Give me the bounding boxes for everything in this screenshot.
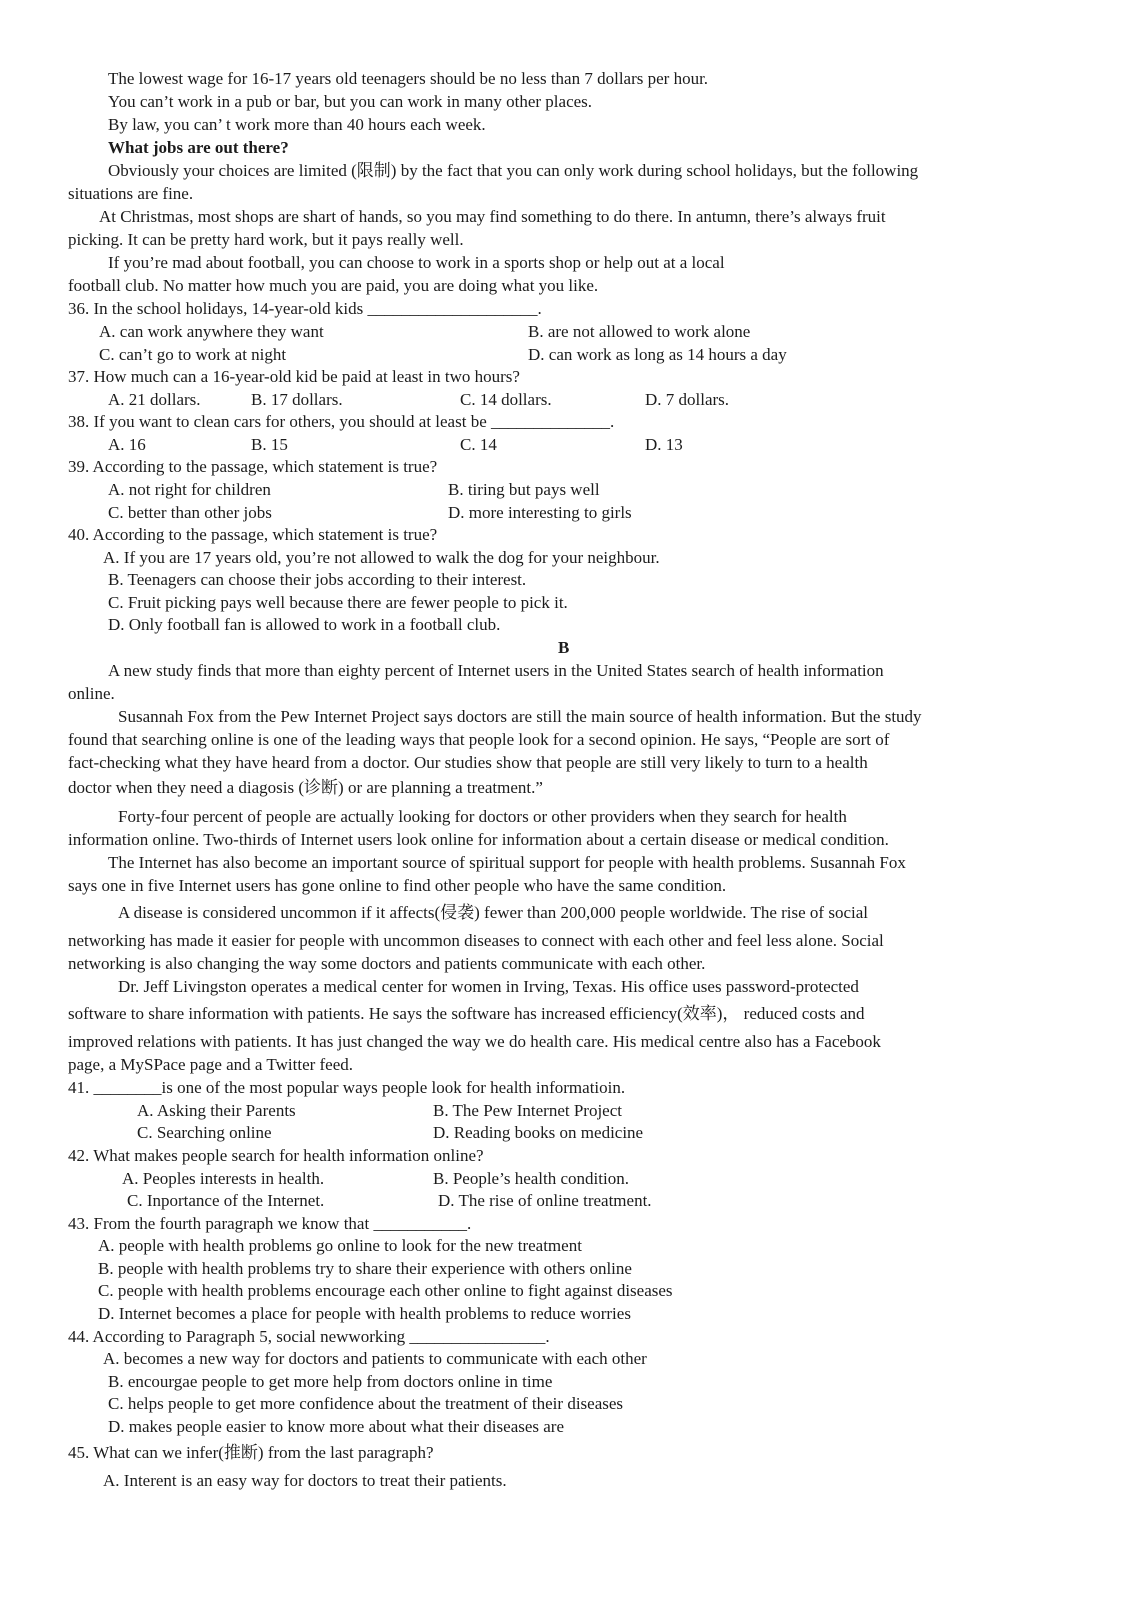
paragraph-line: doctor when they need a diagosis (诊断) or are planning a treatment.”	[68, 778, 543, 797]
answer-option[interactable]: A. not right for children	[108, 480, 271, 499]
answer-option[interactable]: D. Internet becomes a place for people with health problems to reduce worries	[98, 1304, 631, 1323]
question-stem: 44. According to Paragraph 5, social newworking ________________.	[68, 1327, 550, 1346]
answer-option[interactable]: A. 16	[108, 435, 146, 454]
paragraph-line: Susannah Fox from the Pew Internet Project says doctors are still the main source of health information. But the study	[118, 707, 922, 726]
answer-option[interactable]: B. people with health problems try to share their experience with others online	[98, 1259, 632, 1278]
paragraph-line: Dr. Jeff Livingston operates a medical center for women in Irving, Texas. His office uses password-protected	[118, 977, 859, 996]
answer-option[interactable]: C. Inportance of the Internet.	[127, 1191, 325, 1210]
answer-option[interactable]: B. encourgae people to get more help from doctors online in time	[108, 1372, 553, 1391]
answer-option[interactable]: A. If you are 17 years old, you’re not allowed to walk the dog for your neighbour.	[103, 548, 660, 567]
paragraph-line: At Christmas, most shops are shart of hands, so you may find something to do there. In antumn, there’s always fruit	[99, 207, 886, 226]
paragraph-line: fact-checking what they have heard from a doctor. Our studies show that people are still very likely to turn to a health	[68, 753, 868, 772]
paragraph-line: Forty-four percent of people are actually looking for doctors or other providers when they search for health	[118, 807, 847, 826]
answer-option[interactable]: C. people with health problems encourage each other online to fight against diseases	[98, 1281, 673, 1300]
answer-option[interactable]: B. are not allowed to work alone	[528, 322, 751, 341]
answer-option[interactable]: A. becomes a new way for doctors and patients to communicate with each other	[103, 1349, 647, 1368]
answer-option[interactable]: C. 14	[460, 435, 497, 454]
paragraph-line: A disease is considered uncommon if it affects(侵袭) fewer than 200,000 people worldwide. The rise of social	[118, 903, 869, 922]
paragraph-line: information online. Two-thirds of Internet users look online for information about a certain disease or medical condition.	[68, 830, 889, 849]
answer-option[interactable]: D. 7 dollars.	[645, 390, 730, 409]
paragraph-line: found that searching online is one of the leading ways that people look for a second opinion. He says, “People are sort of	[68, 730, 890, 749]
question-stem: 43. From the fourth paragraph we know that ___________.	[68, 1214, 472, 1233]
paragraph-line: software to share information with patients. He says the software has increased efficiency(效率)， reduced costs and	[68, 1004, 865, 1023]
paragraph-line: situations are fine.	[68, 184, 194, 203]
question-stem: 36. In the school holidays, 14-year-old kids ____________________.	[68, 299, 542, 318]
paragraph-line: The Internet has also become an important source of spiritual support for people with health problems. Susannah Fox	[108, 853, 906, 872]
paragraph-line: networking is also changing the way some doctors and patients communicate with each other.	[68, 954, 706, 973]
paragraph-line: online.	[68, 684, 115, 703]
answer-option[interactable]: D. makes people easier to know more about what their diseases are	[108, 1417, 565, 1436]
answer-option[interactable]: A. Interent is an easy way for doctors to treat their patients.	[103, 1471, 507, 1490]
answer-option[interactable]: C. better than other jobs	[108, 503, 272, 522]
answer-option[interactable]: C. Fruit picking pays well because there are fewer people to pick it.	[108, 593, 568, 612]
paragraph-line: page, a MySPace page and a Twitter feed.	[68, 1055, 354, 1074]
answer-option[interactable]: A. Asking their Parents	[137, 1101, 296, 1120]
question-stem: 42. What makes people search for health information online?	[68, 1146, 484, 1165]
answer-option[interactable]: A. people with health problems go online to look for the new treatment	[98, 1236, 582, 1255]
paragraph-line: football club. No matter how much you are paid, you are doing what you like.	[68, 276, 599, 295]
question-stem: 45. What can we infer(推断) from the last paragraph?	[68, 1443, 434, 1462]
answer-option[interactable]: B. Teenagers can choose their jobs according to their interest.	[108, 570, 527, 589]
section-label: B	[558, 638, 570, 657]
question-stem: 38. If you want to clean cars for others, you should at least be ______________.	[68, 412, 615, 431]
paragraph-line: improved relations with patients. It has just changed the way we do health care. His medical centre also has a Facebook	[68, 1032, 881, 1051]
paragraph-line: A new study finds that more than eighty percent of Internet users in the United States search of health information	[108, 661, 884, 680]
rule-line: You can’t work in a pub or bar, but you can work in many other places.	[108, 92, 593, 111]
answer-option[interactable]: A. 21 dollars.	[108, 390, 201, 409]
paragraph-line: says one in five Internet users has gone online to find other people who have the same condition.	[68, 876, 727, 895]
answer-option[interactable]: D. Reading books on medicine	[433, 1123, 644, 1142]
paragraph-line: If you’re mad about football, you can choose to work in a sports shop or help out at a local	[108, 253, 725, 272]
answer-option[interactable]: B. People’s health condition.	[433, 1169, 629, 1188]
paragraph-line: networking has made it easier for people with uncommon diseases to connect with each other and feel less alone. Social	[68, 931, 884, 950]
answer-option[interactable]: B. 15	[251, 435, 288, 454]
rule-line: By law, you can’ t work more than 40 hours each week.	[108, 115, 486, 134]
answer-option[interactable]: B. The Pew Internet Project	[433, 1101, 623, 1120]
rule-line: The lowest wage for 16-17 years old teenagers should be no less than 7 dollars per hour.	[108, 69, 709, 88]
answer-option[interactable]: C. helps people to get more confidence about the treatment of their diseases	[108, 1394, 624, 1413]
question-stem: 37. How much can a 16-year-old kid be paid at least in two hours?	[68, 367, 520, 386]
answer-option[interactable]: C. can’t go to work at night	[99, 345, 287, 364]
answer-option[interactable]: D. more interesting to girls	[448, 503, 632, 522]
answer-option[interactable]: A. Peoples interests in health.	[122, 1169, 325, 1188]
paragraph-line: picking. It can be pretty hard work, but it pays really well.	[68, 230, 464, 249]
answer-option[interactable]: D. can work as long as 14 hours a day	[528, 345, 787, 364]
question-stem: 41. ________is one of the most popular ways people look for health informatioin.	[68, 1078, 626, 1097]
answer-option[interactable]: B. tiring but pays well	[448, 480, 600, 499]
answer-option[interactable]: D. Only football fan is allowed to work in a football club.	[108, 615, 501, 634]
answer-option[interactable]: C. 14 dollars.	[460, 390, 552, 409]
question-stem: 39. According to the passage, which statement is true?	[68, 457, 438, 476]
jobs-heading: What jobs are out there?	[108, 138, 289, 157]
answer-option[interactable]: C. Searching online	[137, 1123, 272, 1142]
answer-option[interactable]: A. can work anywhere they want	[99, 322, 324, 341]
paragraph-line: Obviously your choices are limited (限制) by the fact that you can only work during school holidays, but the following	[108, 161, 919, 180]
question-stem: 40. According to the passage, which statement is true?	[68, 525, 438, 544]
answer-option[interactable]: D. The rise of online treatment.	[438, 1191, 652, 1210]
answer-option[interactable]: D. 13	[645, 435, 683, 454]
answer-option[interactable]: B. 17 dollars.	[251, 390, 343, 409]
